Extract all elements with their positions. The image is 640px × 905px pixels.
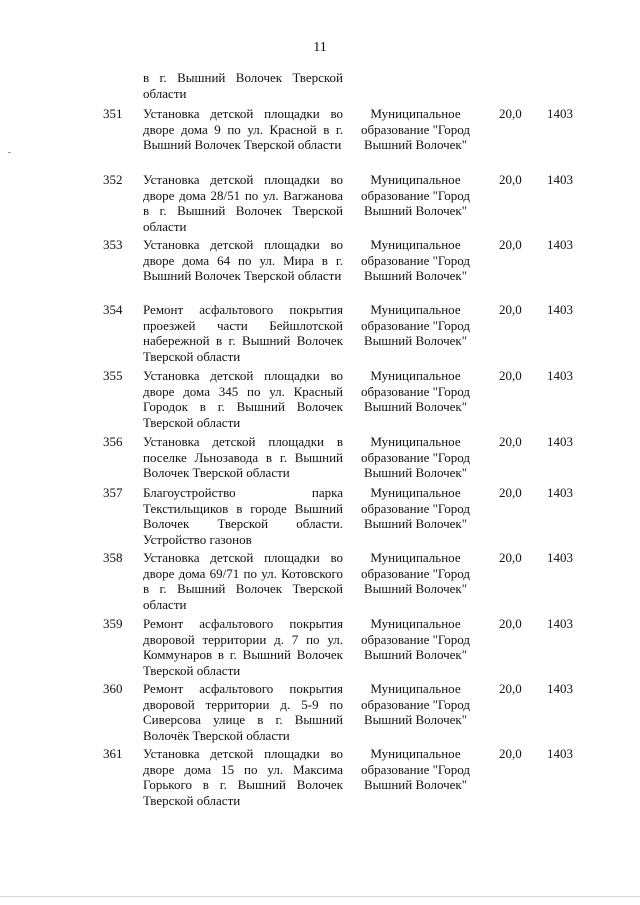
row-amount: 20,0 [499, 172, 522, 187]
row-amount: 20,0 [499, 368, 522, 383]
row-code: 1403 [547, 616, 573, 631]
row-description: Установка детской площадки во дворе дома 69/71 по ул. Котовского в г. Вышний Волочек Тверской области [143, 550, 343, 612]
row-description: Установка детской площадки в поселке Льнозавода в г. Вышний Волочек Тверской области [143, 434, 343, 480]
row-code: 1403 [547, 237, 573, 252]
row-code: 1403 [547, 368, 573, 383]
row-amount: 20,0 [499, 106, 522, 121]
row-description: Установка детской площадки во дворе дома 345 по ул. Красный Городок в г. Вышний Волочек Тверской области [143, 368, 343, 430]
row-number: 355 [103, 368, 123, 383]
row-number: 354 [103, 302, 123, 317]
row-number: 356 [103, 434, 123, 449]
row-amount: 20,0 [499, 550, 522, 565]
row-code: 1403 [547, 746, 573, 761]
row-code: 1403 [547, 485, 573, 500]
row-code: 1403 [547, 434, 573, 449]
row-number: 360 [103, 681, 123, 696]
row-description: Установка детской площадки во дворе дома 28/51 по ул. Вагжанова в г. Вышний Волочек Тверской области [143, 172, 343, 234]
row-recipient: Муниципальное образование "Город Вышний Волочек" [360, 368, 471, 414]
row-description: Благоустройство парка Текстильщиков в городе Вышний Волочек Тверской области. Устройство газонов [143, 485, 343, 547]
row-code: 1403 [547, 681, 573, 696]
row-amount: 20,0 [499, 237, 522, 252]
row-number: 358 [103, 550, 123, 565]
row-amount: 20,0 [499, 616, 522, 631]
row-recipient: Муниципальное образование "Город Вышний Волочек" [360, 550, 471, 596]
row-recipient: Муниципальное образование "Город Вышний Волочек" [360, 106, 471, 152]
row-code: 1403 [547, 302, 573, 317]
row-recipient: Муниципальное образование "Город Вышний Волочек" [360, 434, 471, 480]
row-amount: 20,0 [499, 746, 522, 761]
row-description: Ремонт асфальтового покрытия дворовой территории д. 7 по ул. Коммунаров в г. Вышний Волочек Тверской области [143, 616, 343, 678]
row-description: Установка детской площадки во дворе дома 64 по ул. Мира в г. Вышний Волочек Тверской области [143, 237, 343, 283]
row-number: 352 [103, 172, 123, 187]
row-number: 361 [103, 746, 123, 761]
row-description: Ремонт асфальтового покрытия дворовой территории д. 5-9 по Сиверсова улице в г. Вышний Волочёк Тверской области [143, 681, 343, 743]
row-number: 351 [103, 106, 123, 121]
row-amount: 20,0 [499, 485, 522, 500]
row-recipient: Муниципальное образование "Город Вышний Волочек" [360, 616, 471, 662]
continuation-text: в г. Вышний Волочек Тверской области [143, 70, 343, 101]
row-recipient: Муниципальное образование "Город Вышний Волочек" [360, 485, 471, 531]
row-number: 357 [103, 485, 123, 500]
row-amount: 20,0 [499, 302, 522, 317]
row-number: 359 [103, 616, 123, 631]
left-margin-mark [8, 152, 11, 153]
row-code: 1403 [547, 172, 573, 187]
row-code: 1403 [547, 106, 573, 121]
page-bottom-rule [0, 896, 640, 897]
row-recipient: Муниципальное образование "Город Вышний Волочек" [360, 237, 471, 283]
row-number: 353 [103, 237, 123, 252]
row-code: 1403 [547, 550, 573, 565]
row-recipient: Муниципальное образование "Город Вышний Волочек" [360, 681, 471, 727]
row-recipient: Муниципальное образование "Город Вышний Волочек" [360, 302, 471, 348]
row-description: Ремонт асфальтового покрытия проезжей части Бейшлотской набережной в г. Вышний Волочек Тверской области [143, 302, 343, 364]
row-recipient: Муниципальное образование "Город Вышний Волочек" [360, 746, 471, 792]
row-recipient: Муниципальное образование "Город Вышний Волочек" [360, 172, 471, 218]
row-amount: 20,0 [499, 681, 522, 696]
row-description: Установка детской площадки во дворе дома 9 по ул. Красной в г. Вышний Волочек Тверской области [143, 106, 343, 152]
row-description: Установка детской площадки во дворе дома 15 по ул. Максима Горького в г. Вышний Волочек Тверской области [143, 746, 343, 808]
page-number: 11 [313, 40, 327, 55]
row-amount: 20,0 [499, 434, 522, 449]
